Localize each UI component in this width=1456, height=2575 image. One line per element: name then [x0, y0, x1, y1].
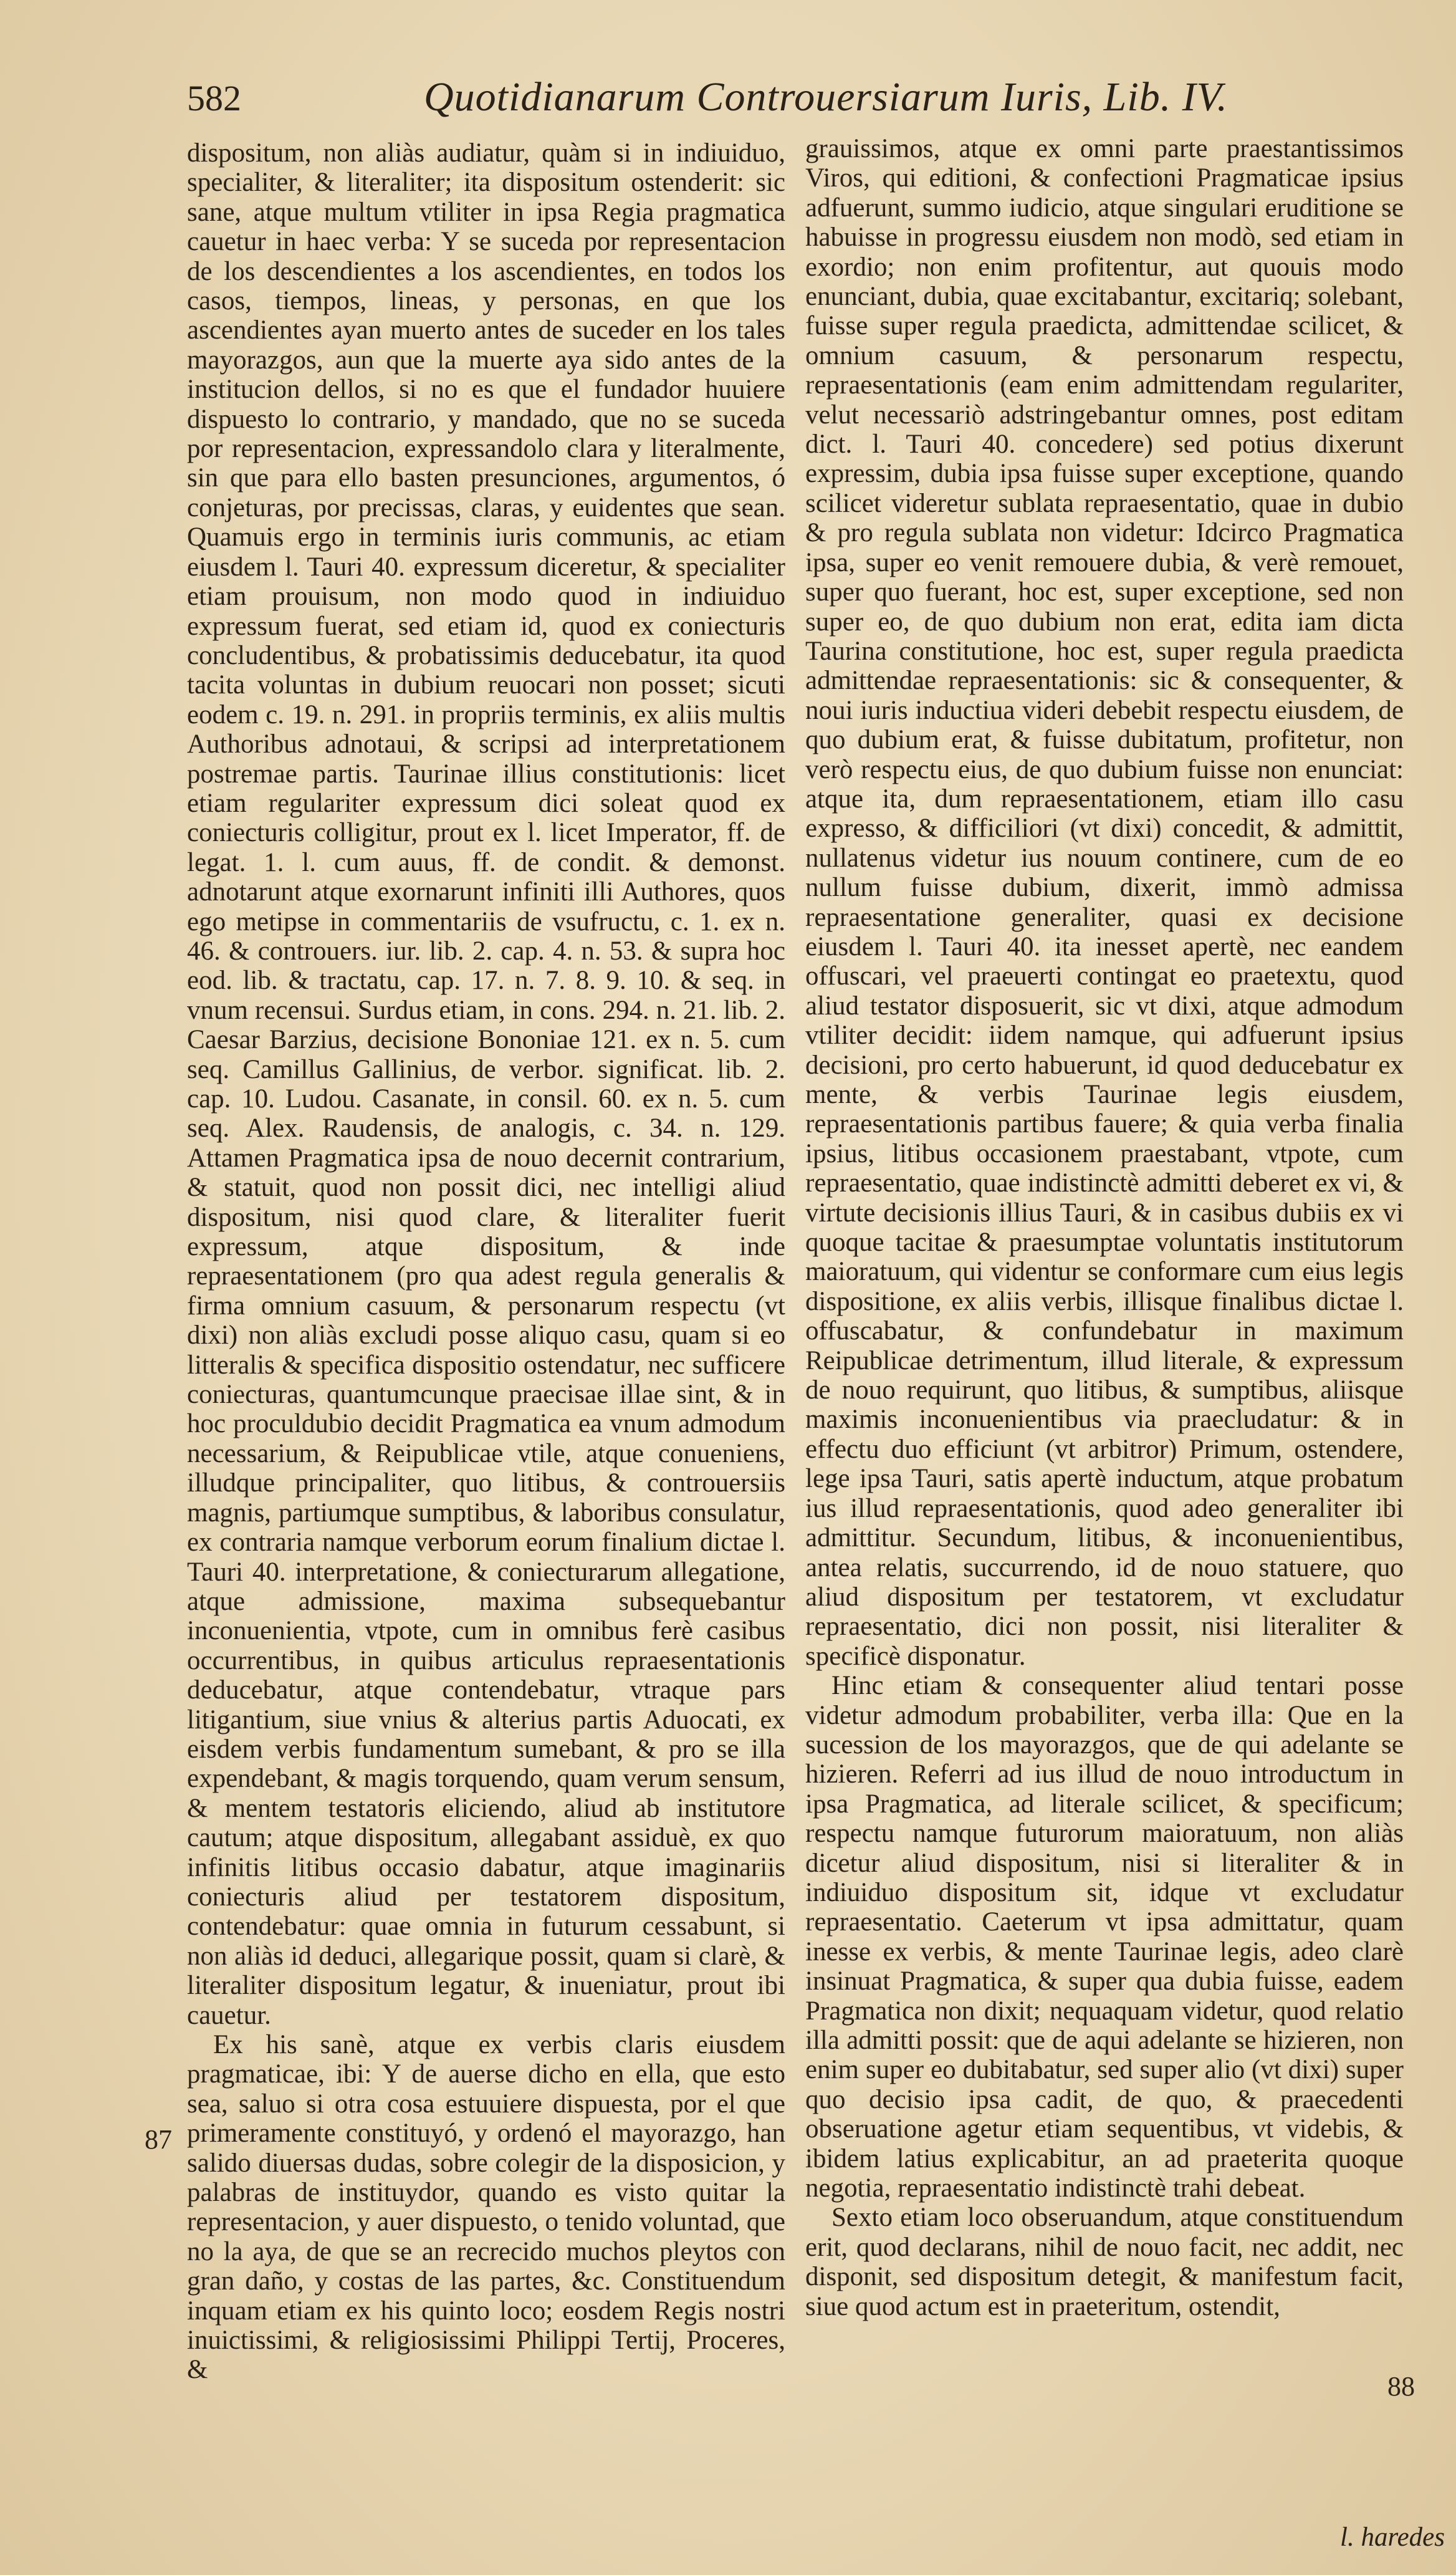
right-paragraph-3: Sexto etiam loco obseruandum, atque constituendum erit, quod declarans, nihil de nouo facit, nec addit, nec disponit, sed dispositum detegit, & manifestum facit, siue quod actum est in praeteritum, ostendit,: [805, 2203, 1404, 2321]
running-title: Quotidianarum Controuersiarum Iuris, Lib. IV.: [424, 74, 1228, 120]
catchword: l. haredes: [1340, 2523, 1445, 2552]
left-column: [187, 138, 785, 2385]
right-paragraph-1: grauissimos, atque ex omni parte praestantissimos Viros, qui editioni, & confectioni Pragmaticae ipsius adfuerunt, summo iudicio, atque singulari eruditione se habuisse in progressu eiusdem non modò, sed etiam in exordio; non enim profitentur, aut quouis modo enunciant, dubia, quae excitabantur, excitariq; solebant, fuisse super regula praedicta, admittendae scilicet, & omnium casuum, & personarum respectu, repraesentationis (eam enim admittendam regulariter, velut necessariò adstringebantur omnes, post editam dict. l. Tauri 40. concedere) sed potius dixerunt expressim, dubia ipsa fuisse super exceptione, quando scilicet videretur sublata repraesentatio, quae in dubio & pro regula sublata non videtur: Idcirco Pragmatica ipsa, super eo venit remouere dubia, & verè remouet, super quo fuerant, hoc est, super exceptione, sed non super eo, de quo dubium non erat, edita iam dicta Taurina constitutione, hoc est, super regula praedicta admittendae repraesentationis: sic & consequenter, & noui iuris inductiua videri debebit respectu eiusdem, de quo dubium erat, & fuisse dubitatum, profitetur, non verò respectu eius, de quo dubium fuisse non enunciat: atque ita, dum repraesentationem, etiam illo casu expresso, & difficiliori (vt dixi) concedit, & admittit, nullatenus videtur ius nouum continere, cum de eo nullum fuisse dubium, dixerit, immò admissa repraesentatione generaliter, quasi ex decisione eiusdem l. Tauri 40. ita inesset apertè, nec eandem offuscari, vel praeuerti contingat eo praetextu, quod aliud testator disposuerit, sic vt dixi, atque admodum vtiliter decidit: iidem namque, qui adfuerunt ipsius decisioni, pro certo habuerunt, id quod deducebatur ex mente, & verbis Taurinae legis eiusdem, repraesentationis partibus fauere; & quia verba finalia ipsius, litibus occasionem praestabant, vtpote, cum repraesentatio, quae indistinctè admitti deberet ex vi, & virtute decisionis illius Tauri, & in casibus dubiis ex vi quoque tacitae & praesumptae voluntatis institutorum maioratuum, qui videntur se conformare cum eius legis dispositione, ex aliis verbis, illisque finalibus dictae l. offuscabatur, & confundebatur in maximum Reipublicae detrimentum, illud literale, & expressum de nouo requirunt, quo litibus, & sumptibus, aliisque maximis inconuenientibus via praecludatur: & in effectu duo efficiunt (vt arbitror) Primum, ostendere, lege ipsa Tauri, satis apertè inductum, atque probatum ius illud repraesentationis, quod adeo generaliter ibi admittitur. Secundum, litibus, & inconuenientibus, antea relatis, succurrendo, id de nouo statuere, quo aliud dispositum per testatorem, vt excludatur repraesentatio, dici non possit, nisi literaliter & specificè disponatur.: [805, 134, 1404, 1671]
page-number: 582: [187, 78, 241, 118]
right-column: [805, 134, 1404, 2321]
left-paragraph-1: dispositum, non aliàs audiatur, quàm si in indiuiduo, specialiter, & literaliter; ita dispositum ostenderit: sic sane, atque multum vtiliter in ipsa Regia pragmatica cauetur in haec verba: Y se suceda por representacion de los descendientes a los ascendientes, en todos los casos, tiempos, lineas, y personas, en que los ascendientes ayan muerto antes de suceder en los tales mayorazgos, aun que la muerte aya sido antes de la institucion dellos, si no es que el fundador huuiere dispuesto lo contrario, y mandado, que no se suceda por representacion, expressandolo clara y literalmente, sin que para ello basten presunciones, argumentos, ó conjeturas, por precissas, claras, y euidentes que sean. Quamuis ergo in terminis iuris communis, ac etiam eiusdem l. Tauri 40. expressum diceretur, & specialiter etiam prouisum, non modo quod in indiuiduo expressum fuerat, sed etiam id, quod ex coniecturis concludentibus, & probatissimis deducebatur, ita quod tacita voluntas in dubium reuocari non posset; sicuti eodem c. 19. n. 291. in propriis terminis, ex aliis multis Authoribus adnotaui, & scripsi ad interpretationem postremae partis. Taurinae illius constitutionis: licet etiam regulariter expressum dici soleat quod ex coniecturis colligitur, prout ex l. licet Imperator, ff. de legat. 1. l. cum auus, ff. de condit. & demonst. adnotarunt atque exornarunt infiniti illi Authores, quos ego metipse in commentariis de vsufructu, c. 1. ex n. 46. & controuers. iur. lib. 2. cap. 4. n. 53. & supra hoc eod. lib. & tractatu, cap. 17. n. 7. 8. 9. 10. & seq. in vnum recensui. Surdus etiam, in cons. 294. n. 21. lib. 2. Caesar Barzius, decisione Bononiae 121. ex n. 5. cum seq. Camillus Gallinius, de verbor. significat. lib. 2. cap. 10. Ludou. Casanate, in consil. 60. ex n. 5. cum seq. Alex. Raudensis, de analogis, c. 34. n. 129. Attamen Pragmatica ipsa de nouo decernit contrarium, & statuit, quod non possit dici, nec intelligi aliud dispositum, nisi quod clare, & literaliter fuerit expressum, atque dispositum, & inde repraesentationem (pro qua adest regula generalis & firma omnium casuum, & personarum respectu (vt dixi) non aliàs excludi posse aliquo casu, quam si eo litteralis & specifica dispositio ostendatur, nec sufficere coniecturas, quantumcunque praecisae illae sint, & in hoc proculdubio decidit Pragmatica ea vnum admodum necessarium, & Reipublicae vtile, atque conueniens, illudque principaliter, quo litibus, & controuersiis magnis, partiumque sumptibus, & laboribus consulatur, ex contraria namque verborum eorum finalium dictae l. Tauri 40. interpretatione, & coniecturarum allegatione, atque admissione, maxima subsequebantur inconuenientia, vtpote, cum in omnibus ferè casibus occurrentibus, in quibus articulus repraesentationis deducebatur, atque contendebatur, vtraque pars litigantium, siue vnius & alterius partis Aduocati, ex eisdem verbis fundamentum sumebant, & pro se illa expendebant, & magis torquendo, quam verum sensum, & mentem testatoris eliciendo, aliud ab institutore cautum; atque dispositum, allegabant assiduè, ex quo infinitis litibus occasio dabatur, atque imaginariis coniecturis aliud per testatorem dispositum, contendebatur: quae omnia in futurum cessabunt, si non aliàs id deduci, allegarique possit, quam si clarè, & literaliter dispositum legatur, & inueniatur, prout ibi cauetur.: [187, 138, 785, 2030]
margin-number-87: 87: [145, 2124, 172, 2155]
left-paragraph-2: Ex his sanè, atque ex verbis claris eiusdem pragmaticae, ibi: Y de auerse dicho en ella, que esto sea, saluo si otra cosa estuuiere dispuesta, por el que primeramente constituyó, y ordenó el mayorazgo, han salido diuersas dudas, sobre colegir de la disposicion, y palabras de instituydor, quando es visto quitar la representacion, y auer dispuesto, o tenido voluntad, que no la aya, de que se an recrecido muchos pleytos con gran daño, y costas de las partes, &c. Constituendum inquam etiam ex his quinto loco; eosdem Regis nostri inuictissimi, & religiosissimi Philippi Tertij, Proceres, &: [187, 2030, 785, 2385]
running-head: [187, 74, 1421, 142]
margin-number-88: 88: [1387, 2371, 1415, 2402]
right-paragraph-2: Hinc etiam & consequenter aliud tentari posse videtur admodum probabiliter, verba illa: Que en la sucession de los mayorazgos, que de qui adelante se hizieren. Referri ad ius illud de nouo introductum in ipsa Pragmatica, ad literale scilicet, & specificum; respectu namque futurorum maioratuum, non aliàs dicetur aliud dispositum, nisi si literaliter & in indiuiduo dispositum sit, idque vt excludatur repraesentatio. Caeterum vt ipsa admittatur, quam inesse ex verbis, & mente Taurinae legis, adeo clarè insinuat Pragmatica, & super qua dubia fuisse, eadem Pragmatica non dixit; nequaquam videtur, quod relatio illa admitti possit: que de aqui adelante se hizieren, non enim super eo dubitabatur, sed super alio (vt dixi) super quo decisio ipsa cadit, de quo, & praecedenti obseruatione agetur etiam sequentibus, vt videbis, & ibidem latius explicabitur, an ad praeterita quoque negotia, repraesentatio indistinctè trahi debeat.: [805, 1671, 1404, 2203]
